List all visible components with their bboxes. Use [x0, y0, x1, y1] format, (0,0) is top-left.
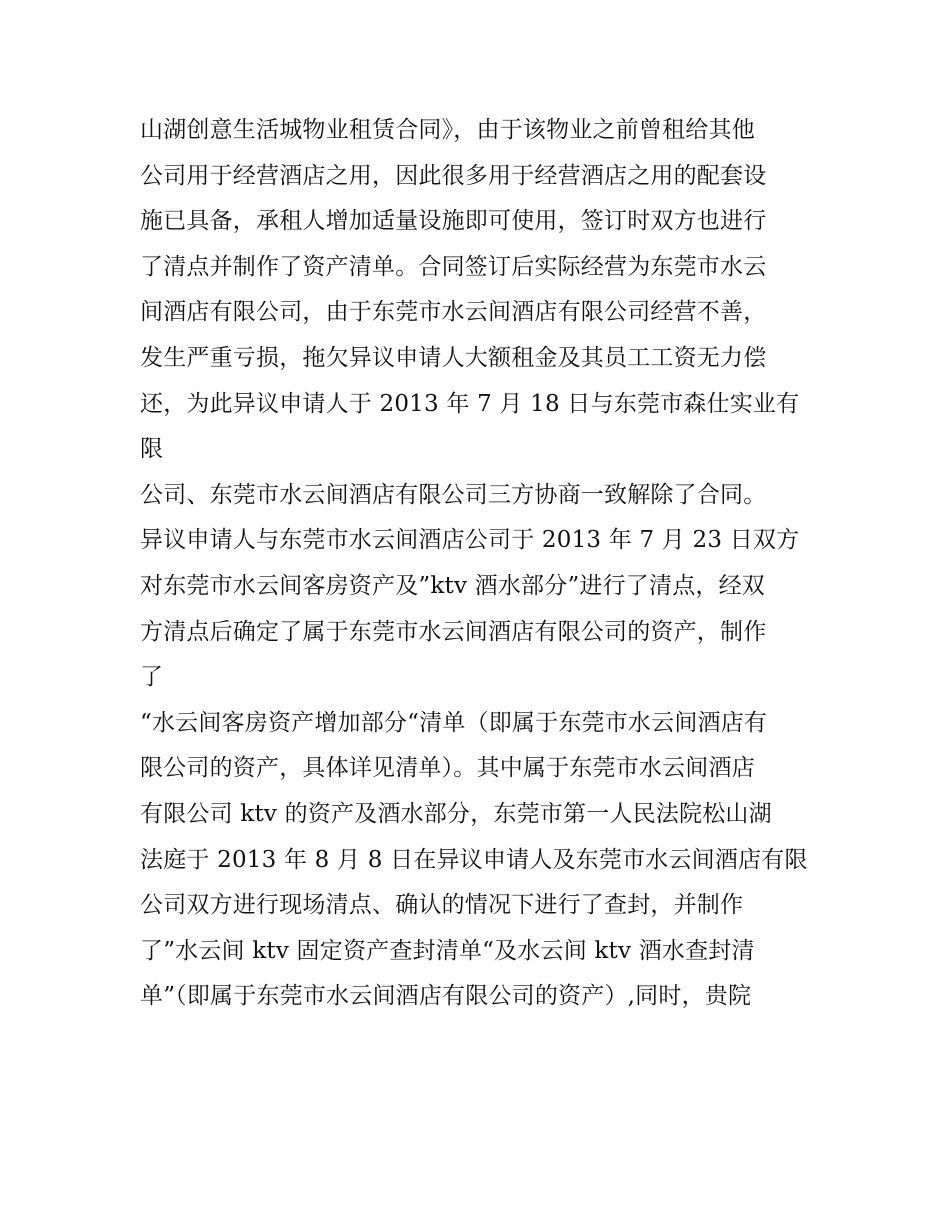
text-line: 法庭于 2013 年 8 月 8 日在异议申请人及东莞市水云间酒店有限	[140, 846, 808, 873]
text-line: 还，为此异议申请人于 2013 年 7 月 18 日与东莞市森仕实业有	[140, 390, 800, 417]
text-line: 发生严重亏损，拖欠异议申请人大额租金及其员工工资无力偿	[140, 344, 767, 371]
text-line: 有限公司 ktv 的资产及酒水部分，东莞市第一人民法院松山湖	[140, 800, 772, 827]
text-line: 了清点并制作了资产清单。合同签订后实际经营为东莞市水云	[140, 253, 767, 280]
text-line: 方清点后确定了属于东莞市水云间酒店有限公司的资产，制作	[140, 618, 767, 645]
text-line: 了”水云间 ktv 固定资产查封清单“及水云间 ktv 酒水查封清	[140, 937, 755, 964]
text-line: 对东莞市水云间客房资产及”ktv 酒水部分”进行了清点，经双	[140, 572, 766, 599]
text-line: 单”（即属于东莞市水云间酒店有限公司的资产）,同时，贵院	[140, 983, 752, 1010]
text-line: 公司双方进行现场清点、确认的情况下进行了查封，并制作	[140, 892, 744, 919]
text-line: 限	[140, 436, 164, 463]
text-line: 公司、东莞市水云间酒店有限公司三方协商一致解除了合同。	[140, 481, 767, 508]
text-line: 公司用于经营酒店之用，因此很多用于经营酒店之用的配套设	[140, 162, 767, 189]
document-body	[140, 108, 820, 1020]
text-line: 了	[140, 664, 164, 691]
text-line: “水云间客房资产增加部分“清单（即属于东莞市水云间酒店有	[140, 709, 768, 736]
text-line: 异议申请人与东莞市水云间酒店公司于 2013 年 7 月 23 日双方	[140, 527, 800, 554]
text-line: 施已具备，承租人增加适量设施即可使用，签订时双方也进行	[140, 208, 767, 235]
text-line: 限公司的资产，具体详见清单）。其中属于东莞市水云间酒店	[140, 755, 755, 782]
text-line: 山湖创意生活城物业租赁合同》，由于该物业之前曾租给其他	[140, 117, 755, 143]
text-line: 间酒店有限公司，由于东莞市水云间酒店有限公司经营不善，	[140, 299, 767, 326]
